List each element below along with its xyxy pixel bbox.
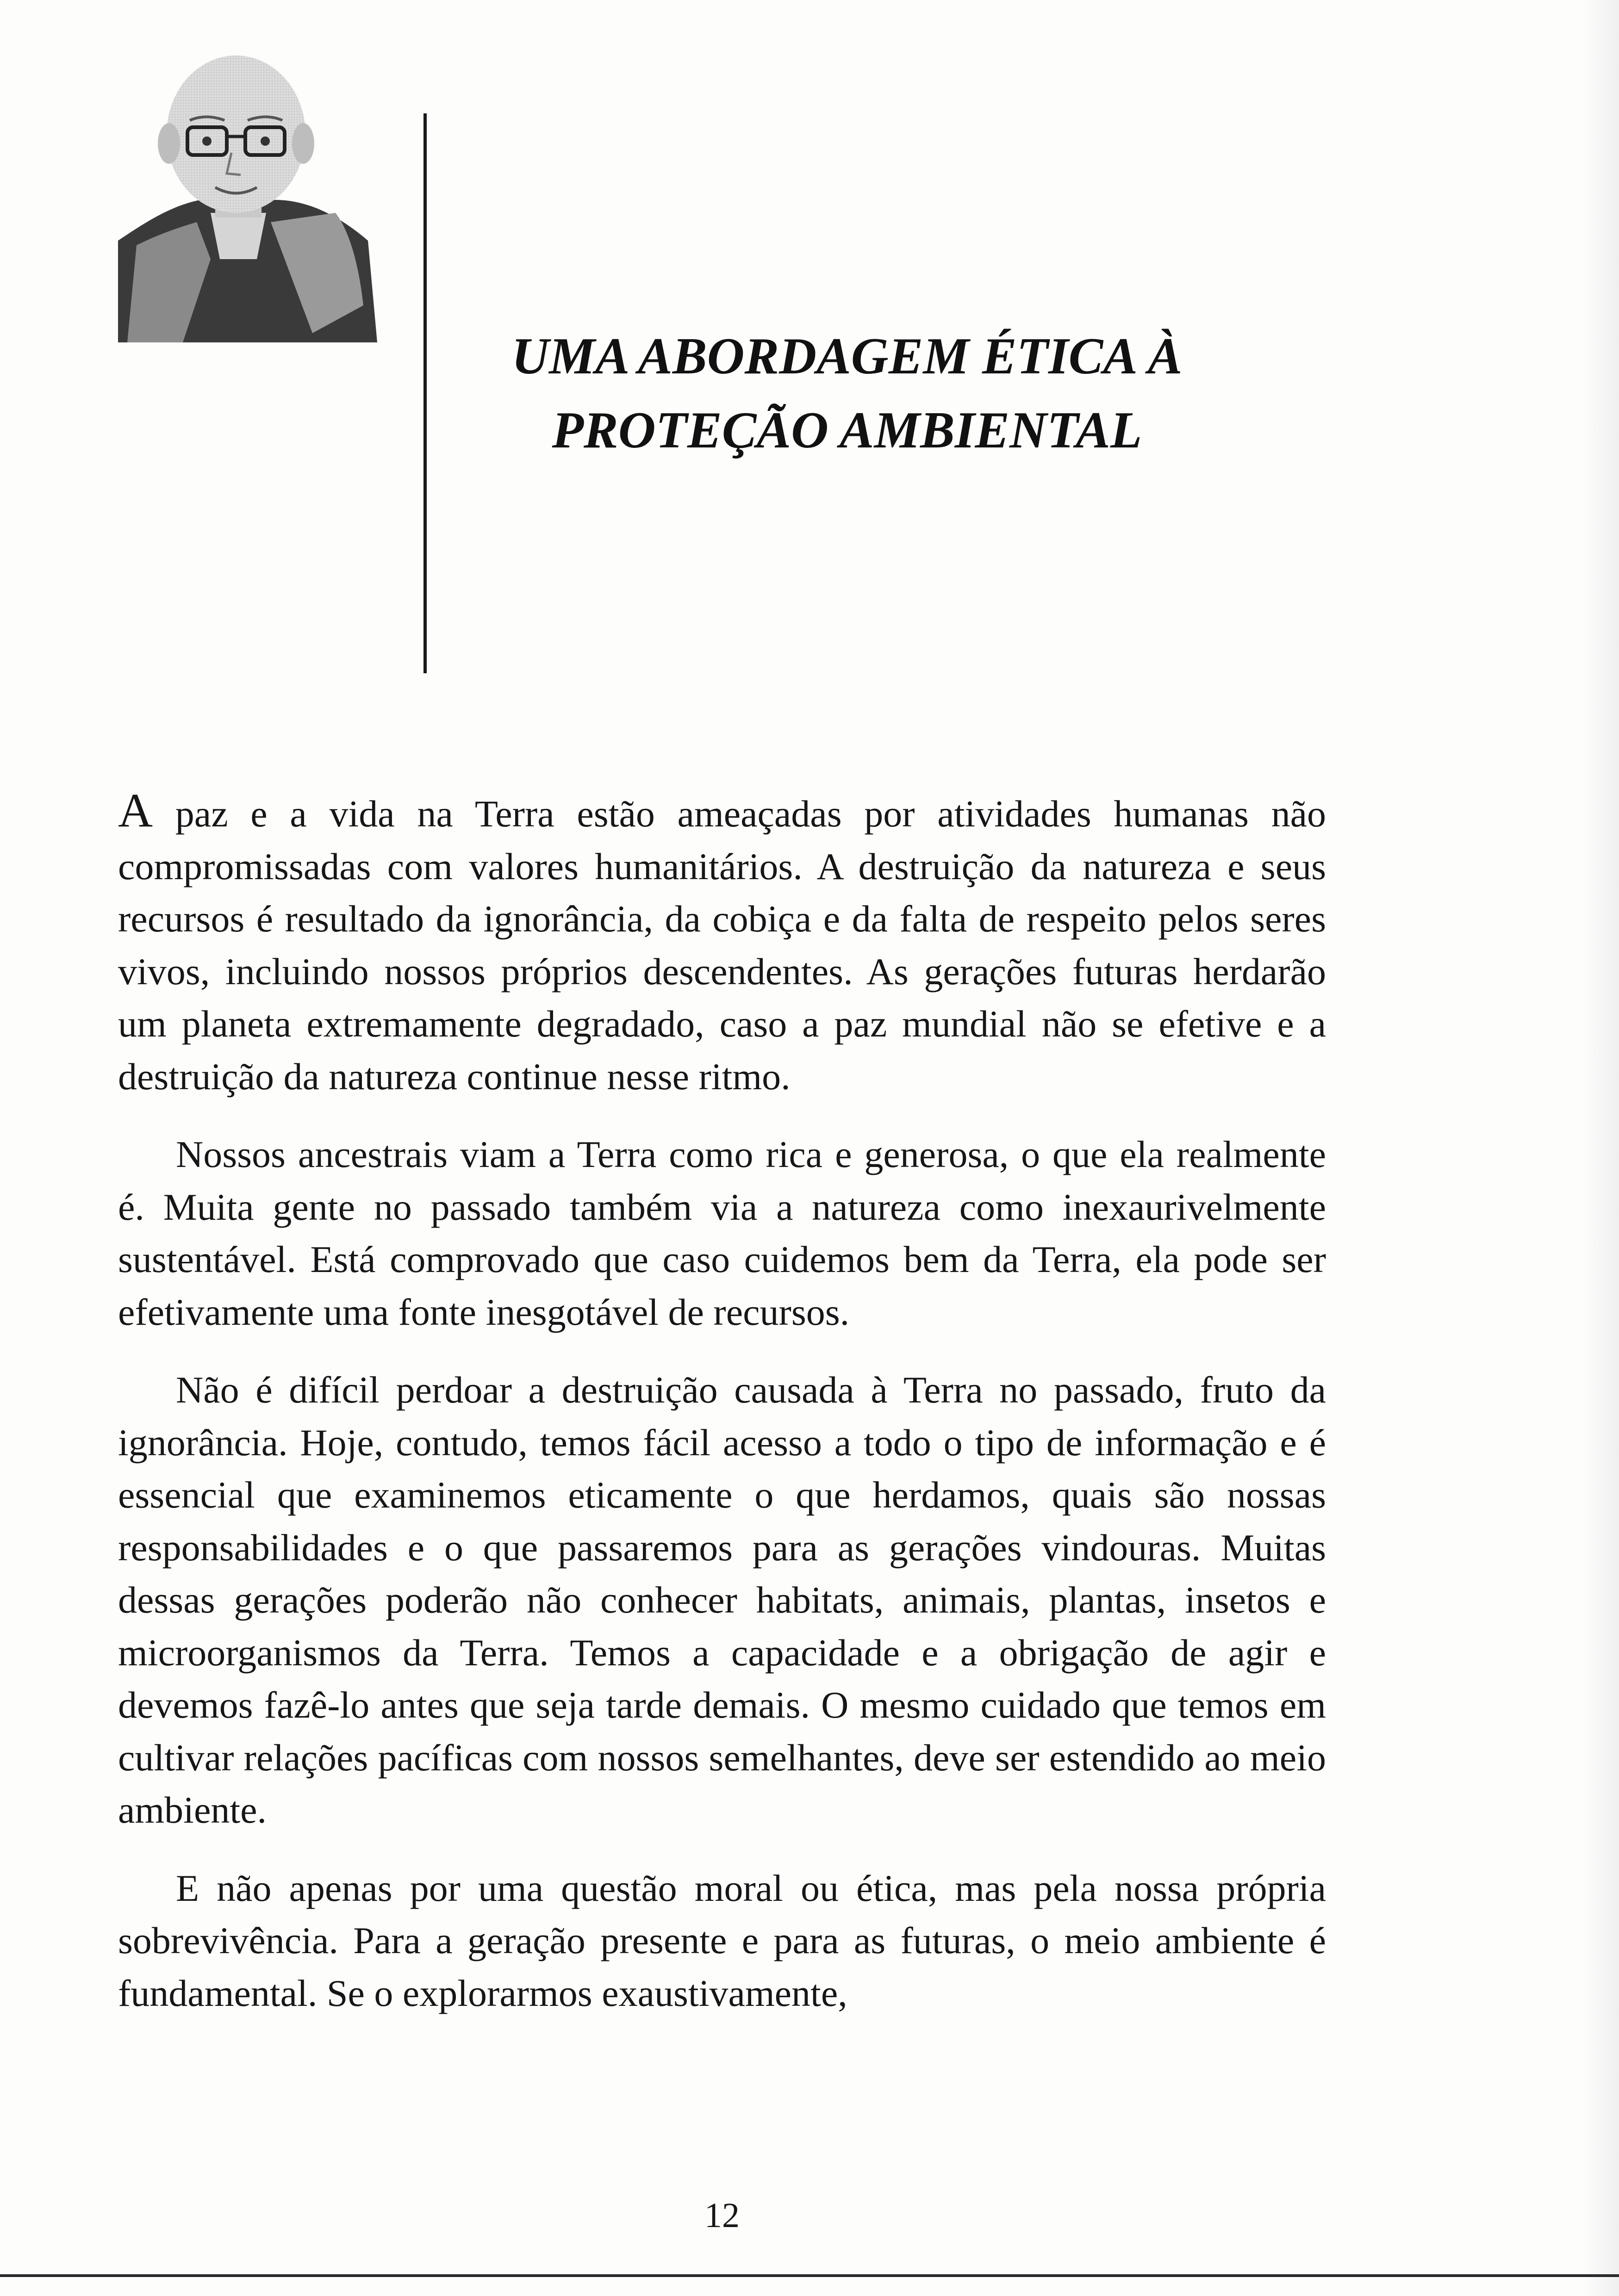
author-portrait-image	[118, 46, 377, 342]
paragraph-1	[118, 784, 1326, 1103]
paragraph-2: Nossos ancestrais viam a Terra como rica e generosa, o que ela realmente é. Muita gente no passado também via a natureza como inexaurivelmente sustentável. Está comprovado que caso cuidemos bem da Terra, ela pode ser efetivamente uma fonte inesgotável de recursos.	[118, 1133, 1326, 1333]
paragraph-3: Não é difícil perdoar a destruição causada à Terra no passado, fruto da ignorância. Hoje, contudo, temos fácil acesso a todo o tipo de informação e é essencial que examinemos eticamente o que herdamos, quais são nossas responsabilidades e o que passaremos para as gerações vindouras. Muitas dessas gerações poderão não conhecer habitats, animais, plantas, insetos e microorganismos da Terra. Temos a capacidade e a obrigação de agir e devemos fazê-lo antes que seja tarde demais. O mesmo cuidado que temos em cultivar relações pacíficas com nossos semelhantes, deve ser estendido ao meio ambiente.	[118, 1369, 1326, 1831]
page-number: 12	[704, 2196, 740, 2235]
chapter-title-line-1: UMA ABORDAGEM ÉTICA À	[511, 328, 1183, 385]
paragraph-4: E não apenas por uma questão moral ou ética, mas pela nossa própria sobrevivência. Para a geração presente e para as futuras, o meio ambiente é fundamental. Se o explorarmos exaustivamente,	[118, 1867, 1326, 2014]
paragraph-1-text: paz e a vida na Terra estão ameaçadas por atividades humanas não compromissadas com valores humanitários. A destruição da natureza e seus recursos é resultado da ignorância, da cobiça e da falta de respeito pelos seres vivos, incluindo nossos próprios descendentes. As gerações futuras herdarão um planeta extremamente degradado, caso a paz mundial não se efetive e a destruição da natureza continue nesse ritmo.	[118, 793, 1326, 1098]
chapter-title	[454, 319, 1240, 467]
vertical-divider	[423, 113, 427, 673]
body-text	[118, 784, 1326, 2045]
paragraph-initial-letter: A	[118, 784, 153, 837]
scan-bottom-edge	[0, 2274, 1619, 2277]
scan-edge-shade	[1583, 0, 1619, 2296]
chapter-title-line-2: PROTEÇÃO AMBIENTAL	[552, 402, 1142, 459]
